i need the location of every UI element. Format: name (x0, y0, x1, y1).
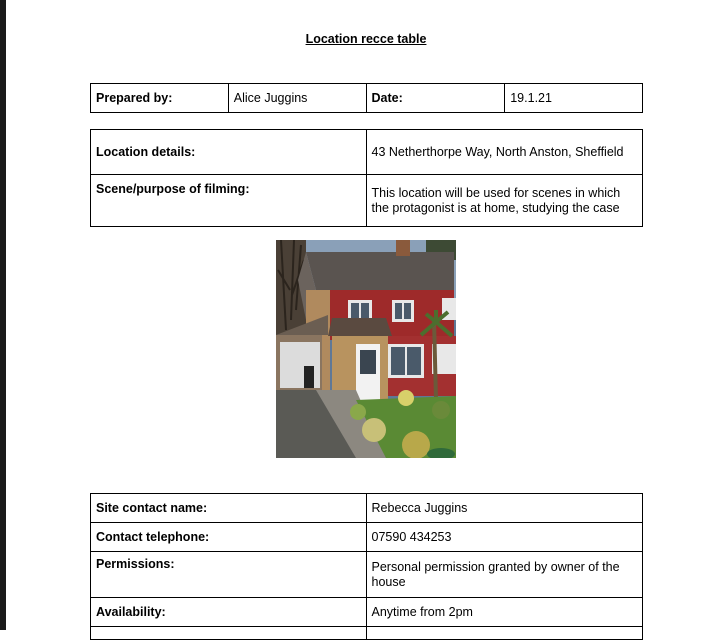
table-row (91, 598, 643, 627)
house-photo (276, 240, 456, 458)
date-value: 19.1.21 (505, 84, 643, 113)
availability-label: Availability: (91, 598, 367, 627)
availability-value: Anytime from 2pm (366, 598, 642, 627)
table-row (91, 130, 643, 175)
table-row (91, 84, 643, 113)
location-details-label: Location details: (91, 130, 367, 175)
contact-telephone-label: Contact telephone: (91, 523, 367, 552)
prepared-by-value: Alice Juggins (228, 84, 366, 113)
table-row (91, 552, 643, 598)
date-label: Date: (366, 84, 505, 113)
scene-purpose-label: Scene/purpose of filming: (91, 175, 367, 227)
prepared-by-table (90, 83, 643, 113)
site-contact-value: Rebecca Juggins (366, 494, 642, 523)
table-row (91, 627, 643, 640)
table-row (91, 494, 643, 523)
page-left-edge (0, 0, 6, 630)
empty-cell (366, 627, 642, 640)
location-table (90, 129, 643, 227)
scene-purpose-value: This location will be used for scenes in which the protagonist is at home, studying the case (366, 175, 642, 227)
table-row (91, 523, 643, 552)
permissions-value: Personal permission granted by owner of the house (366, 552, 642, 598)
permissions-label: Permissions: (91, 552, 367, 598)
location-details-value: 43 Netherthorpe Way, North Anston, Sheffield (366, 130, 642, 175)
document-title: Location recce table (305, 32, 427, 46)
table-row (91, 175, 643, 227)
site-contact-table (90, 493, 643, 640)
prepared-by-label: Prepared by: (91, 84, 229, 113)
site-contact-label: Site contact name: (91, 494, 367, 523)
empty-cell (91, 627, 367, 640)
contact-telephone-value: 07590 434253 (366, 523, 642, 552)
